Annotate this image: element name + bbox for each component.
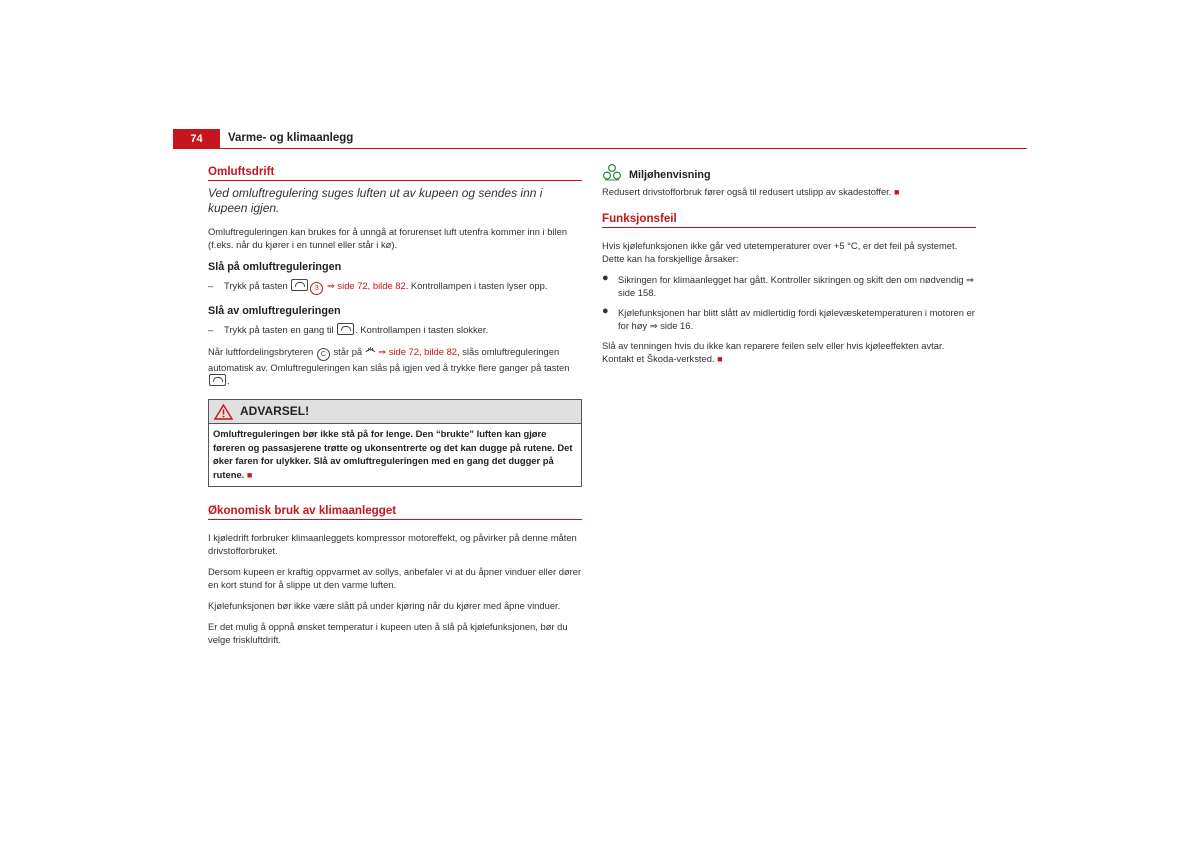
section-title-okonomisk: Økonomisk bruk av klimaanlegget — [208, 503, 582, 520]
environment-icon — [602, 163, 622, 185]
text-run: Slå av tenningen hvis du ikke kan reparere feilen selv eller hvis kjøleeffekten avtar. Kontakt et Škoda-verksted. — [602, 340, 945, 364]
list-item — [602, 306, 976, 332]
list-item-text: Sikringen for klimaanlegget har gått. Kontroller sikringen og skift den om nødvendig ⇒ side 158. — [618, 274, 974, 298]
recirculation-key-icon — [209, 374, 226, 386]
step-item-on — [208, 279, 582, 295]
list-item-text: Kjølefunksjonen har blitt slått av midlertidig fordi kjølevæsketemperaturen i motoren er for høy ⇒ side 16. — [618, 307, 975, 331]
warning-text: Omluftreguleringen bør ikke stå på for lenge. Den “brukte” luften kan gjøre føreren og passasjerene trøtte og ukonsentrerte og det kan dugge på rutene. Det øker faren for ulykker. Slå av omluftreguleringen med en gang det dugger på rutene. — [213, 428, 573, 480]
dash-marker: – — [208, 324, 214, 335]
section-title-funksjonsfeil: Funksjonsfeil — [602, 211, 976, 228]
paragraph: Dersom kupeen er kraftig oppvarmet av sollys, anbefaler vi at du åpner vinduer eller dører en kort stund for å slippe ut den varme luften. — [208, 566, 582, 590]
paragraph: Kjølefunksjonen bør ikke være slått på under kjøring når du kjører med åpne vinduer. — [208, 600, 561, 611]
warning-triangle-icon — [214, 404, 233, 428]
step-text: Trykk på tasten en gang til — [224, 324, 334, 335]
warning-header — [209, 400, 581, 424]
environment-note-title: Miljøhenvisning — [629, 169, 711, 181]
step-text: Trykk på tasten — [224, 280, 288, 291]
environment-note-text — [602, 185, 976, 199]
subheading-off: Slå av omluftreguleringen — [208, 305, 341, 317]
number-circle-icon: 3 — [310, 282, 323, 295]
paragraph: Omluftreguleringen kan brukes for å unngå at forurenset luft utenfra kommer inn i bilen (f.eks. når du kjører i en tunnel eller står i kø). — [208, 226, 568, 250]
bullet-marker: ● — [602, 305, 609, 317]
page-reference-link[interactable]: ⇒ side 72, bilde 82 — [326, 280, 406, 291]
paragraph: Hvis kjølefunksjonen ikke går ved utetemperaturer over +5 °C, er det feil på systemet. Dette kan ha forskjellige årsaker: — [602, 240, 958, 264]
page-number: 74 — [173, 129, 220, 148]
right-column — [602, 164, 976, 374]
warning-title: ADVARSEL! — [240, 404, 310, 418]
list-item — [602, 273, 976, 299]
page-reference-link[interactable]: ⇒ side 72, bilde 82 — [378, 346, 458, 357]
step-text-end: . Kontrollampen i tasten slokker. — [355, 324, 489, 335]
chapter-title: Varme- og klimaanlegg — [228, 132, 354, 144]
text-run: . — [227, 375, 230, 386]
end-mark-icon: ■ — [717, 354, 723, 364]
bullet-marker: ● — [602, 272, 609, 284]
letter-circle-icon: C — [317, 348, 330, 361]
intro-text: Ved omluftregulering suges luften ut av kupeen og sendes inn i kupeen igjen. — [208, 186, 543, 215]
paragraph: I kjøledrift forbruker klimaanleggets kompressor motoreffekt, og påvirker på denne måten drivstofforbruket. — [208, 532, 577, 556]
text-run: Når luftfordelingsbryteren — [208, 346, 314, 357]
end-mark-icon: ■ — [893, 187, 900, 197]
recirculation-key-icon — [291, 279, 308, 291]
page-header — [173, 129, 1027, 149]
text-run: Redusert drivstofforbruk fører også til redusert utslipp av skadestoffer. — [602, 186, 892, 197]
text-run: , slås omluftreguleringen automatisk av. Omluftreguleringen kan slås på igjen ved å trykke flere ganger på tasten — [208, 346, 570, 373]
paragraph: Er det mulig å oppnå ønsket temperatur i kupeen uten å slå på kjølefunksjonen, bør du velge friskluftdrift. — [208, 621, 568, 645]
dash-marker: – — [208, 280, 214, 291]
paragraph — [602, 339, 976, 366]
end-mark-icon: ■ — [246, 469, 253, 480]
paragraph-distribution — [208, 345, 582, 387]
recirculation-key-icon — [337, 323, 354, 335]
text-run: står på — [333, 346, 363, 357]
left-column — [208, 164, 582, 654]
warning-body — [209, 424, 581, 486]
subheading-on: Slå på omluftreguleringen — [208, 261, 342, 273]
section-title-omluftsdrift: Omluftsdrift — [208, 164, 582, 181]
warning-box — [208, 399, 582, 487]
step-item-off — [208, 323, 582, 336]
environment-note-header — [602, 169, 976, 185]
step-text-end: . Kontrollampen i tasten lyser opp. — [405, 280, 548, 291]
windshield-defrost-icon — [365, 347, 379, 357]
